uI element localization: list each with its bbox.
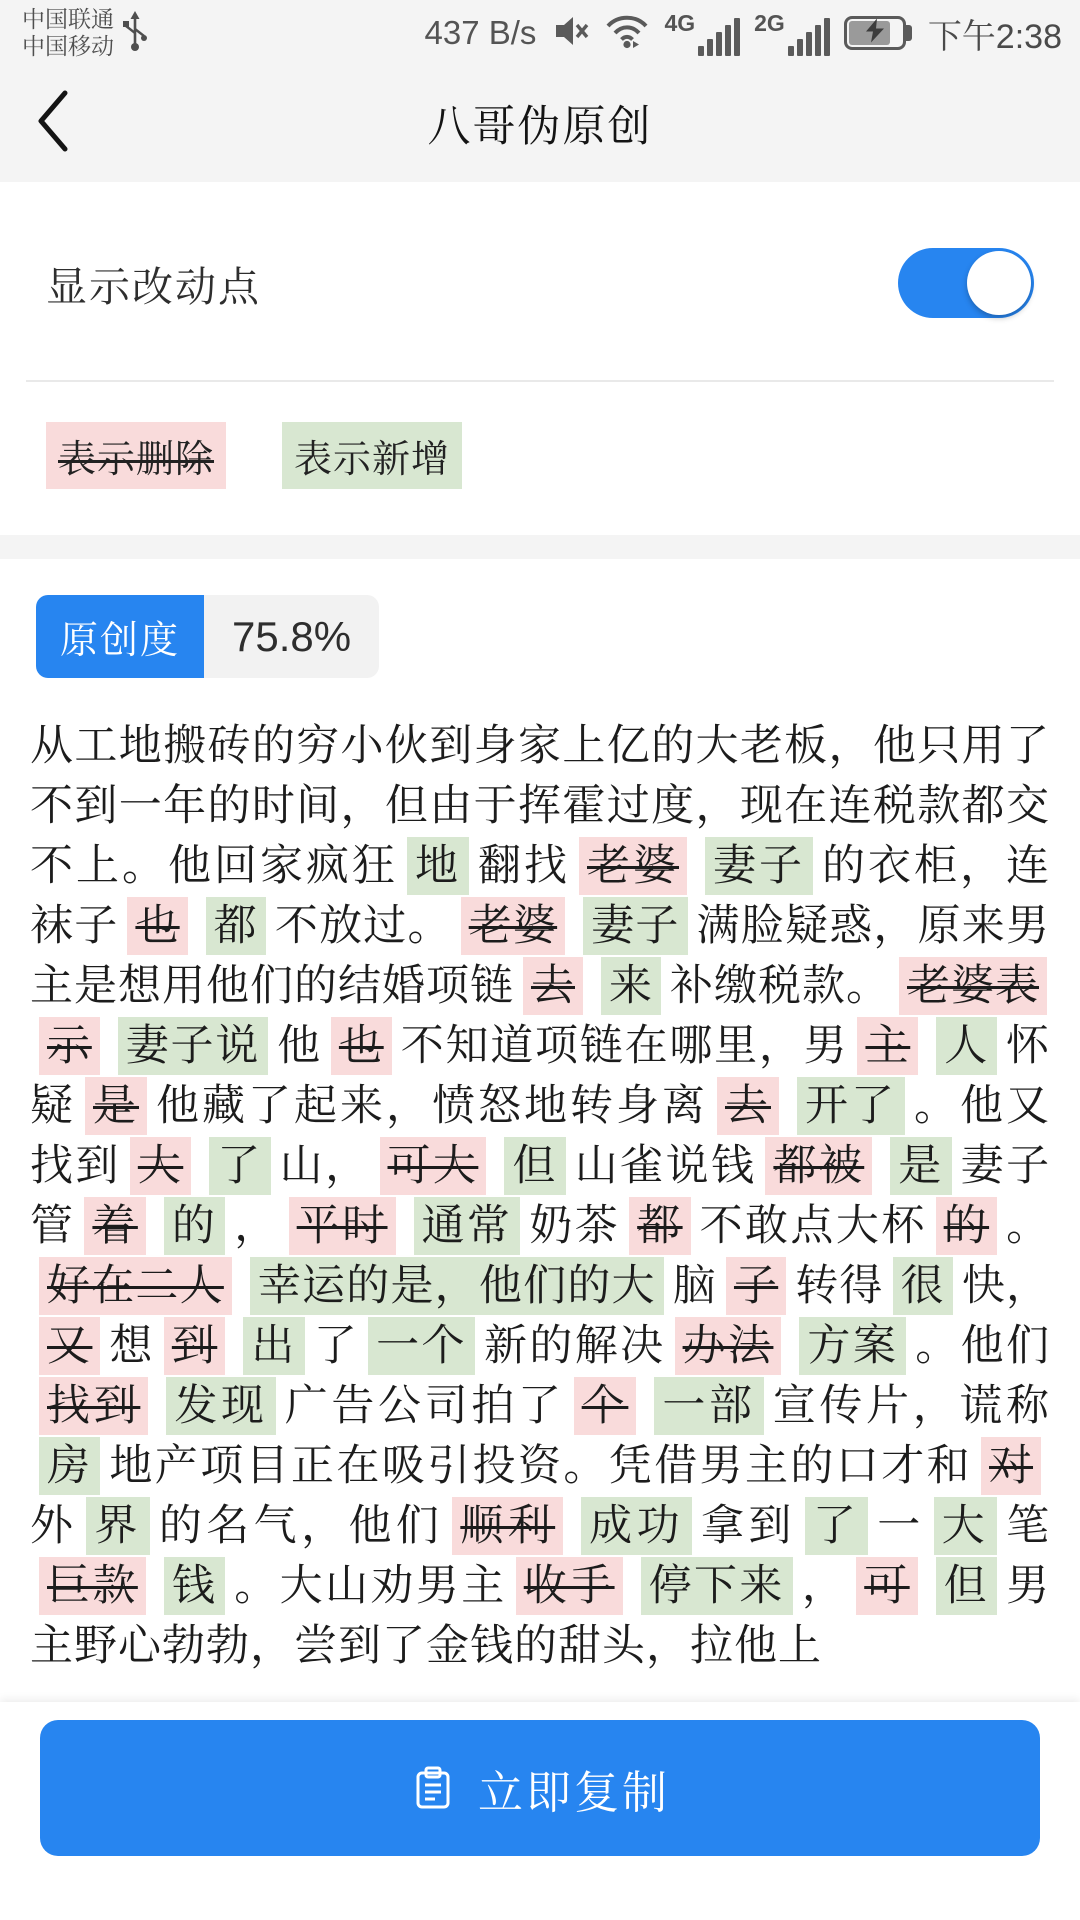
article-text: 宣传片，谎称 [772,1382,1051,1430]
show-changes-label: 显示改动点 [46,263,261,310]
article-text: 。他们 [915,1322,1051,1370]
article-text: 笔 [1006,1502,1051,1550]
added-segment: 停下来 [641,1557,793,1615]
added-segment: 来 [601,957,661,1015]
article-text: 了 [313,1322,360,1370]
added-segment: 但 [936,1557,997,1615]
signal-2g [754,10,830,56]
added-segment: 妻子 [583,897,687,955]
back-button[interactable] [34,88,94,158]
page-title: 八哥伪原创 [427,102,653,151]
article-text: 一 [877,1502,925,1550]
legend-add-chip: 表示新增 [282,422,462,489]
added-segment: 一个 [368,1317,475,1375]
signal-bars-icon [788,18,830,56]
deleted-segment: 着 [84,1197,145,1255]
deleted-segment: 主 [857,1017,918,1075]
added-segment: 了 [805,1497,868,1555]
added-segment: 是 [890,1137,951,1195]
network-speed: 437 B/s [424,14,537,51]
deleted-segment: 去 [523,957,583,1015]
added-segment: 一部 [654,1377,763,1435]
deleted-segment: 子 [726,1257,786,1315]
signal-bars-icon [698,18,740,56]
article-text: 奶茶 [529,1202,621,1250]
deleted-segment: 办法 [675,1317,782,1375]
article-text: 快， [961,1262,1051,1310]
mute-icon [550,11,590,56]
usb-icon [122,9,148,58]
article-text: 的衣柜，连袜子 [30,842,1050,950]
added-segment: 妻子说 [118,1017,268,1075]
result-content [0,559,1080,1676]
added-segment: 界 [86,1497,149,1555]
deleted-segment: 到 [164,1317,225,1375]
deleted-segment: 都被 [765,1137,872,1195]
deleted-segment: 去 [717,1077,779,1135]
article-text: 他藏了起来，愤怒地转身离 [156,1082,708,1130]
deleted-segment: 也 [331,1017,392,1075]
added-segment: 地 [407,837,469,895]
article-text: 翻找 [478,842,570,890]
added-segment: 房 [39,1437,100,1495]
deleted-segment: 个 [574,1377,637,1435]
deleted-segment: 老婆 [579,837,687,895]
article-text: 不放过。 [274,902,452,950]
article-text: 。他又找到 [30,1082,1050,1190]
originality-value: 75.8% [204,595,379,678]
show-changes-toggle[interactable] [898,248,1034,318]
deleted-segment: 也 [127,897,187,955]
deleted-segment: 好在二人 [39,1257,232,1315]
deleted-segment: 顺利 [452,1497,563,1555]
deleted-segment: 巨款 [39,1557,146,1615]
carrier-name-2: 中国移动 [22,33,114,59]
article-text: 广告公司拍了 [284,1382,565,1430]
deleted-segment: 都 [629,1197,690,1255]
legend [0,382,1080,535]
article-text: 地产项目正在吸引投资。凭借男主的口才和 [109,1442,973,1490]
battery-charging-icon [844,16,906,50]
added-segment: 但 [504,1137,565,1195]
added-segment: 成功 [581,1497,692,1555]
deleted-segment: 大 [130,1137,191,1195]
added-segment: 妻子 [705,837,813,895]
article-text: 转得 [795,1262,884,1310]
added-segment: 的 [164,1197,225,1255]
deleted-segment: 又 [39,1317,100,1375]
added-segment: 大 [934,1497,997,1555]
added-segment: 通常 [414,1197,521,1255]
added-segment: 人 [936,1017,997,1075]
originality-score [36,595,1050,678]
added-segment: 钱 [164,1557,225,1615]
deleted-segment: 是 [85,1077,147,1135]
toggle-knob [967,251,1031,315]
deleted-segment: 找到 [39,1377,148,1435]
chevron-left-icon [34,88,72,159]
added-segment: 都 [206,897,266,955]
deleted-segment: 的 [936,1197,997,1255]
show-changes-row [0,182,1080,318]
carrier-name-1: 中国联通 [22,6,114,32]
added-segment: 很 [893,1257,953,1315]
deleted-segment: 可大 [380,1137,487,1195]
clipboard-icon [410,1765,456,1811]
network-type-4g: 4G [664,10,696,36]
article-text: 不知道项链在哪里，男 [400,1022,849,1070]
deleted-segment: 可 [856,1557,917,1615]
article-text: 不敢点大杯 [699,1202,927,1250]
article-text: 脑 [672,1262,717,1310]
deleted-segment: 对 [981,1437,1041,1495]
article-text: ， [801,1562,848,1610]
section-separator [0,535,1080,559]
added-segment: 发现 [166,1377,275,1435]
network-type-2g: 2G [754,10,785,36]
article-text: 他 [277,1022,322,1070]
article-text: ， [234,1202,280,1250]
header [0,64,1080,182]
added-segment: 出 [243,1317,304,1375]
added-segment: 方案 [799,1317,906,1375]
wifi-icon [604,11,650,56]
bottom-bar [0,1702,1080,1920]
article-text: 外 [30,1502,78,1550]
article-text: 拿到 [700,1502,796,1550]
deleted-segment: 平时 [289,1197,396,1255]
article-text: 妻子管 [30,1142,1051,1250]
copy-button-label: 立即复制 [477,1766,670,1818]
added-segment: 了 [209,1137,270,1195]
added-segment: 开了 [797,1077,905,1135]
deleted-segment: 老婆表示 [39,957,1047,1075]
article-text: 想 [109,1322,155,1370]
article-text: 。大山劝男主 [234,1562,507,1610]
deleted-segment: 收手 [516,1557,623,1615]
clock-time: 下午2:38 [927,17,1062,56]
legend-delete-chip: 表示删除 [46,422,226,489]
copy-now-button[interactable] [40,1720,1040,1856]
article-text: 补缴税款。 [670,962,890,1010]
status-bar [0,0,1080,64]
article-text: 。 [1006,1202,1051,1250]
article-text: 山， [279,1142,371,1190]
added-segment: 幸运的是，他们的大 [250,1257,664,1315]
article-text: 从工地搬砖的穷小伙到身家上亿的大老板，他只用了不到一年的时间，但由于挥霍过度，现在连税款都交不上。他回家疯狂 [30,722,1050,890]
originality-label: 原创度 [36,595,204,678]
article-text: 满脸疑惑，原来男主是想用他们的结婚项链 [30,902,1051,1010]
article-text: 男主野心勃勃，尝到了金钱的甜头，拉他上 [30,1562,1051,1670]
article-text: 新的解决 [483,1322,666,1370]
article-text: 山雀说钱 [574,1142,757,1190]
article-text: 怀疑 [30,1022,1051,1130]
deleted-segment: 老婆 [461,897,565,955]
article-text-body [30,716,1050,1676]
signal-4g [664,10,740,56]
article-text: 的名气，他们 [158,1502,444,1550]
